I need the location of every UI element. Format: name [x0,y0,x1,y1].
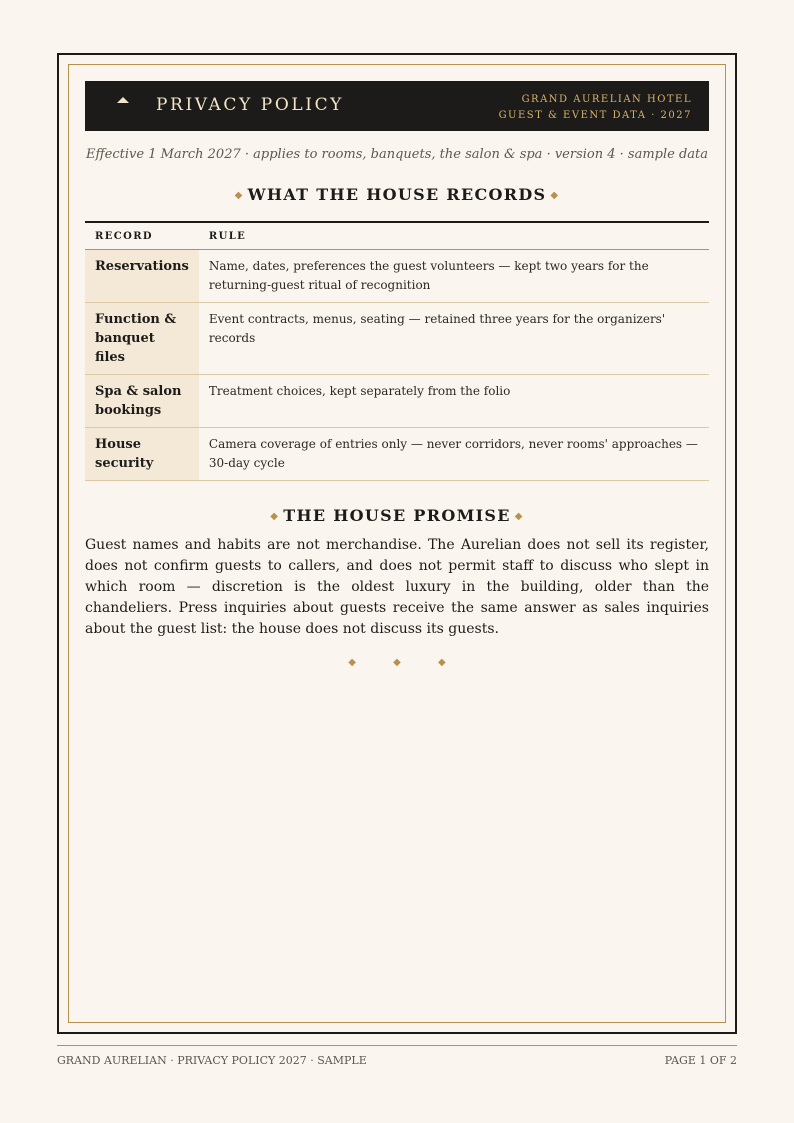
hotel-name: GRAND AURELIAN HOTEL [521,94,692,105]
record-name: Function & banquet files [85,303,199,375]
record-rule: Camera coverage of entries only — never corridors, never rooms' approaches — 30-day cycle [199,428,709,481]
record-name: Reservations [85,250,199,303]
diamond-icon: ◆ [234,190,244,201]
table-header-row [85,222,709,250]
title-banner [85,81,709,131]
page-content [85,81,709,668]
table-row [85,250,709,303]
diamond-icon: ◆ [550,190,560,201]
records-table [85,221,709,481]
record-rule: Treatment choices, kept separately from the folio [199,375,709,428]
diamond-icon: ◆ [270,511,280,522]
column-header-rule: RULE [199,222,709,250]
record-name: Spa & salon bookings [85,375,199,428]
footer-divider [57,1045,737,1046]
page-number: PAGE 1 OF 2 [664,1054,737,1067]
page-title: PRIVACY POLICY [156,95,344,115]
table-row [85,303,709,375]
record-rule: Name, dates, preferences the guest volunteers — kept two years for the returning-guest ritual of recognition [199,250,709,303]
promise-heading-text: THE HOUSE PROMISE [283,506,511,525]
footer-left-text: GRAND AURELIAN · PRIVACY POLICY 2027 · SAMPLE [57,1054,367,1067]
diamond-icon: ◆ [514,511,524,522]
caret-up-icon [117,97,129,103]
banner-subtitle: GUEST & EVENT DATA · 2027 [498,110,692,121]
section-heading-promise [85,506,709,525]
section-heading-records [85,185,709,204]
table-row [85,428,709,481]
diamond-ornament-icon: ◆ ◆ ◆ [348,657,463,668]
record-rule: Event contracts, menus, seating — retained three years for the organizers' records [199,303,709,375]
records-heading-text: WHAT THE HOUSE RECORDS [247,185,547,204]
effective-line: Effective 1 March 2027 · applies to rooms, banquets, the salon & spa · version 4 · sample data [85,147,709,162]
table-row [85,375,709,428]
banner-hotel-info [499,92,692,124]
column-header-record: RECORD [85,222,199,250]
promise-paragraph: Guest names and habits are not merchandise. The Aurelian does not sell its register, does not confirm guests to callers, and does not permit staff to discuss who slept in which room — discretion is the oldest luxury in the building, older than the chandeliers. Press inquiries about guests receive the same answer as sales inquiries about the guest list: the house does not discuss its guests. [85,537,709,637]
record-name: House security [85,428,199,481]
